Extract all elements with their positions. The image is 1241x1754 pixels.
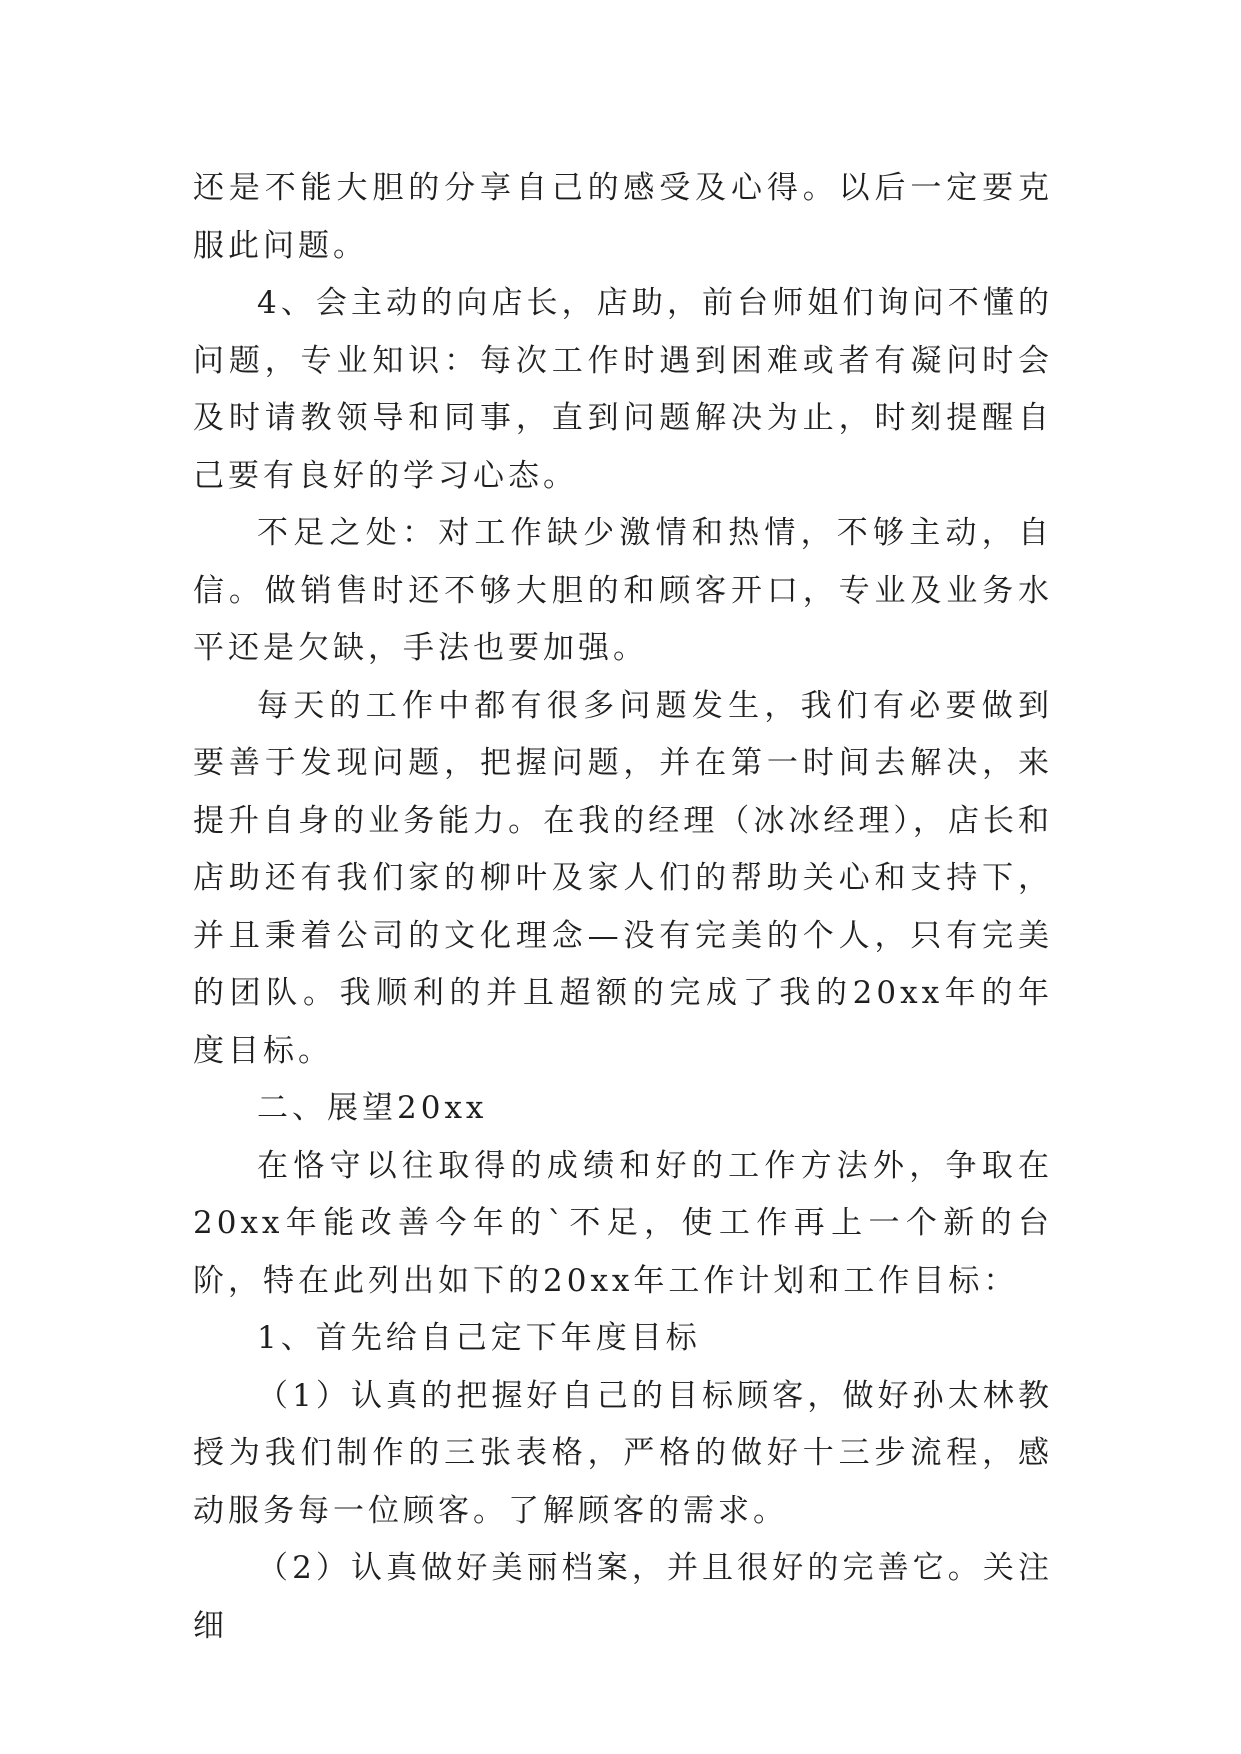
- paragraph-daily-work: 每天的工作中都有很多问题发生，我们有必要做到要善于发现问题，把握问题，并在第一时间去解决，来提升自身的业务能力。在我的经理（冰冰经理），店长和店助还有我们家的柳叶及家人们的帮助关心和支持下，并且秉着公司的文化理念—没有完美的个人，只有完美的团队。我顺利的并且超额的完成了我的20xx年的年度目标。: [193, 687, 1053, 1069]
- sub-item-2: （2）认真做好美丽档案，并且很好的完善它。关注细: [193, 1550, 1053, 1644]
- list-item-1: 1、首先给自己定下年度目标: [257, 1320, 701, 1356]
- document-body: [193, 160, 1053, 1655]
- paragraph-item-4: 4、会主动的向店长，店助，前台师姐们询问不懂的问题，专业知识：每次工作时遇到困难或者有凝问时会及时请教领导和同事，直到问题解决为止，时刻提醒自己要有良好的学习心态。: [193, 285, 1053, 494]
- paragraph-outlook-intro: 在恪守以往取得的成绩和好的工作方法外，争取在20xx年能改善今年的`不足，使工作再上一个新的台阶，特在此列出如下的20xx年工作计划和工作目标：: [193, 1147, 1053, 1299]
- paragraph-continuation: 还是不能大胆的分享自己的感受及心得。以后一定要克服此问题。: [193, 170, 1053, 264]
- sub-item-1: （1）认真的把握好自己的目标顾客，做好孙太林教授为我们制作的三张表格，严格的做好十三步流程，感动服务每一位顾客。了解顾客的需求。: [193, 1377, 1053, 1529]
- paragraph-shortcomings: 不足之处：对工作缺少激情和热情，不够主动，自信。做销售时还不够大胆的和顾客开口，专业及业务水平还是欠缺，手法也要加强。: [193, 515, 1053, 666]
- section-heading-outlook: 二、展望20xx: [257, 1090, 488, 1126]
